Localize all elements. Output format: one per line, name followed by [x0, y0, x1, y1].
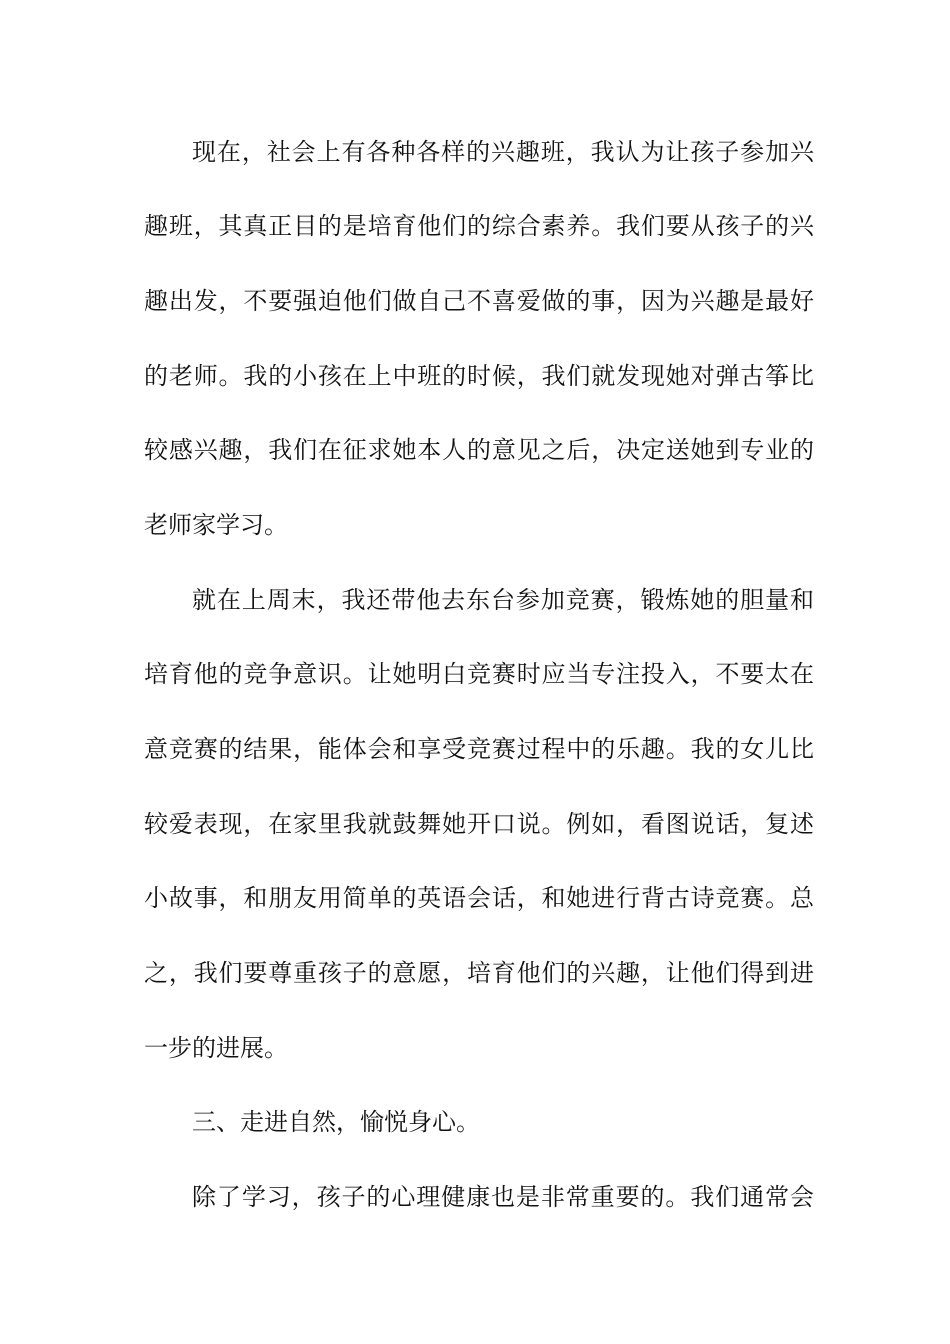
- paragraph-2-line-3: 意竞赛的结果，能体会和享受竞赛过程中的乐趣。我的女儿比: [144, 735, 814, 763]
- paragraph-1-line-3: 趣出发，不要强迫他们做自己不喜爱做的事，因为兴趣是最好: [144, 287, 814, 315]
- paragraph-2-line-7: 一步的进展。: [144, 1034, 288, 1062]
- section-heading: 三、走进自然，愉悦身心。: [192, 1108, 480, 1136]
- paragraph-2-line-4: 较爱表现，在家里我就鼓舞她开口说。例如，看图说话，复述: [144, 810, 814, 838]
- paragraph-3-line-1: 除了学习，孩子的心理健康也是非常重要的。我们通常会: [192, 1183, 814, 1211]
- paragraph-1-line-2: 趣班，其真正目的是培育他们的综合素养。我们要从孩子的兴: [144, 212, 814, 240]
- paragraph-2-line-6: 之，我们要尊重孩子的意愿，培育他们的兴趣，让他们得到进: [144, 959, 814, 987]
- paragraph-1-line-4: 的老师。我的小孩在上中班的时候，我们就发现她对弹古筝比: [144, 362, 814, 390]
- paragraph-1-line-5: 较感兴趣，我们在征求她本人的意见之后，决定送她到专业的: [144, 436, 814, 464]
- paragraph-2-line-1: 就在上周末，我还带他去东台参加竞赛，锻炼她的胆量和: [192, 586, 814, 614]
- paragraph-2-line-2: 培育他的竞争意识。让她明白竞赛时应当专注投入，不要太在: [144, 660, 814, 688]
- paragraph-1-line-1: 现在，社会上有各种各样的兴趣班，我认为让孩子参加兴: [192, 138, 814, 166]
- paragraph-2-line-5: 小故事，和朋友用简单的英语会话，和她进行背古诗竞赛。总: [144, 884, 814, 912]
- paragraph-1-line-6: 老师家学习。: [144, 511, 288, 539]
